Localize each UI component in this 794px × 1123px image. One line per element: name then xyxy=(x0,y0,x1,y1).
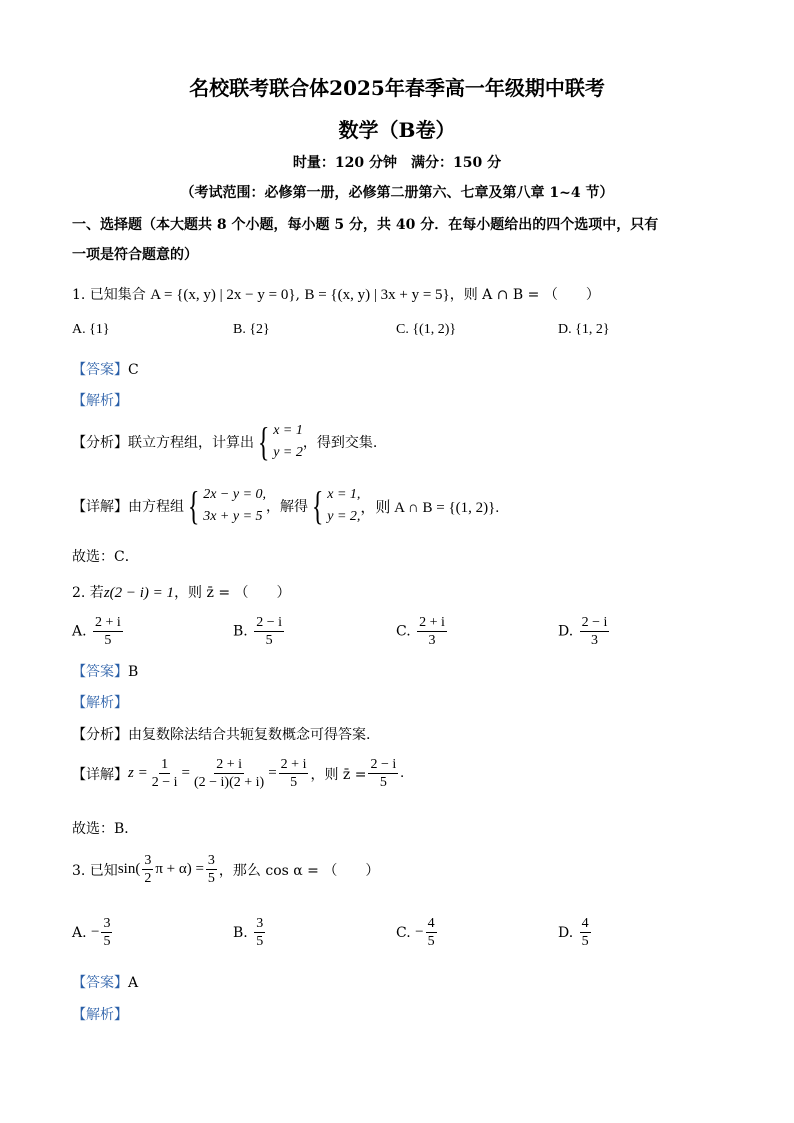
question-1-stem: 1. 已知集合 A = {(x, y) | 2x − y = 0}, B = {(x, y) | 3x + y = 5}，则 A ∩ B = （ ） xyxy=(72,287,600,303)
question-1-detail-system-2: { x = 1, y = 2, xyxy=(311,483,361,528)
question-3-analysis-tag: 【解析】 xyxy=(72,1007,128,1023)
exam-title: 名校联考联合体2025年春季高一年级期中联考 xyxy=(189,76,605,100)
section-heading-line1: 一、选择题（本大题共 8 个小题，每小题 5 分，共 40 分．在每小题给出的四个选项中，只有 xyxy=(72,217,659,233)
question-1-ask: ，则 A ∩ B = （ ） xyxy=(449,287,600,303)
question-3-stem: 3. 已知 sin( $\frac{3}{2}$ π + α) = $\frac{3}{5}$ ，那么 cos α = （ ） xyxy=(72,853,380,886)
question-2-analysis-tag: 【解析】 xyxy=(72,695,128,711)
question-2-option-c: C. $\frac{2 + i}{3}$ xyxy=(396,615,445,648)
exam-time-info: 时量：120 分钟 满分：150 分 xyxy=(292,155,502,171)
answer-value: C xyxy=(128,362,139,378)
exam-scope: （考试范围：必修第一册，必修第二册第六、七章及第八章 1~4 节） xyxy=(180,185,614,201)
question-1-analysis-tag: 【解析】 xyxy=(72,393,128,409)
question-3-answer: 【答案】A xyxy=(72,975,139,991)
exam-subtitle: 数学（B卷） xyxy=(338,118,456,142)
question-1-detail-system-1: { 2x − y = 0, 3x + y = 5 xyxy=(187,483,267,528)
question-1-option-b: B. {2} xyxy=(233,322,270,337)
question-1-set-b: B = {(x, y) | 3x + y = 5} xyxy=(304,287,450,303)
question-1-option-a: A. {1} xyxy=(72,322,110,337)
question-1-number: 1. 已知集合 xyxy=(72,287,146,303)
question-2-option-d: D. $\frac{2 - i}{3}$ xyxy=(558,615,608,648)
question-1-option-d: D. {1, 2} xyxy=(558,322,610,337)
question-1-option-c: C. {(1, 2)} xyxy=(396,322,457,337)
question-3-option-c: C. − $\frac{4}{5}$ xyxy=(396,916,435,949)
question-2-option-a: A. $\frac{2 + i}{5}$ xyxy=(72,615,121,648)
question-2-fenxi: 【分析】由复数除法结合共轭复数概念可得答案. xyxy=(72,727,371,743)
question-1-fenxi: 【分析】 联立方程组，计算出 { x = 1 y = 2 ，得到交集. xyxy=(72,419,378,464)
question-2-choose: 故选：B． xyxy=(72,821,139,837)
question-1-detail: 【详解】 由方程组 { 2x − y = 0, 3x + y = 5 ，解得 { x = 1, y = 2, ，则 A ∩ B = {(1, 2)}. xyxy=(72,483,500,528)
section-heading-line2: 一项是符合题意的） xyxy=(72,247,198,263)
question-1-set-a: A = {(x, y) | 2x − y = 0} xyxy=(150,287,296,303)
answer-tag: 【答案】 xyxy=(72,362,128,378)
question-3-option-d: D. $\frac{4}{5}$ xyxy=(558,916,589,949)
question-2-detail: 【详解】 z = $\frac{1}{2 - i}$ = $\frac{2 + i}{(2 - i)(2 + i)}$ = $\frac{2 + i}{5}$ ，则 z̄ = $\frac{2 - i}{5}$ . xyxy=(72,757,405,790)
question-1-fenxi-system: { x = 1 y = 2 xyxy=(257,419,303,464)
question-1-answer xyxy=(72,359,139,379)
question-2-answer: 【答案】B xyxy=(72,664,139,680)
question-2-stem: 2. 若z(2 − i) = 1，则 z̄ = （ ） xyxy=(72,585,291,601)
question-2-option-b: B. $\frac{2 - i}{5}$ xyxy=(233,615,282,648)
question-3-option-b: B. $\frac{3}{5}$ xyxy=(233,916,264,949)
question-1-choose: 故选：C． xyxy=(72,549,139,565)
question-3-option-a: A. − $\frac{3}{5}$ xyxy=(72,916,111,949)
